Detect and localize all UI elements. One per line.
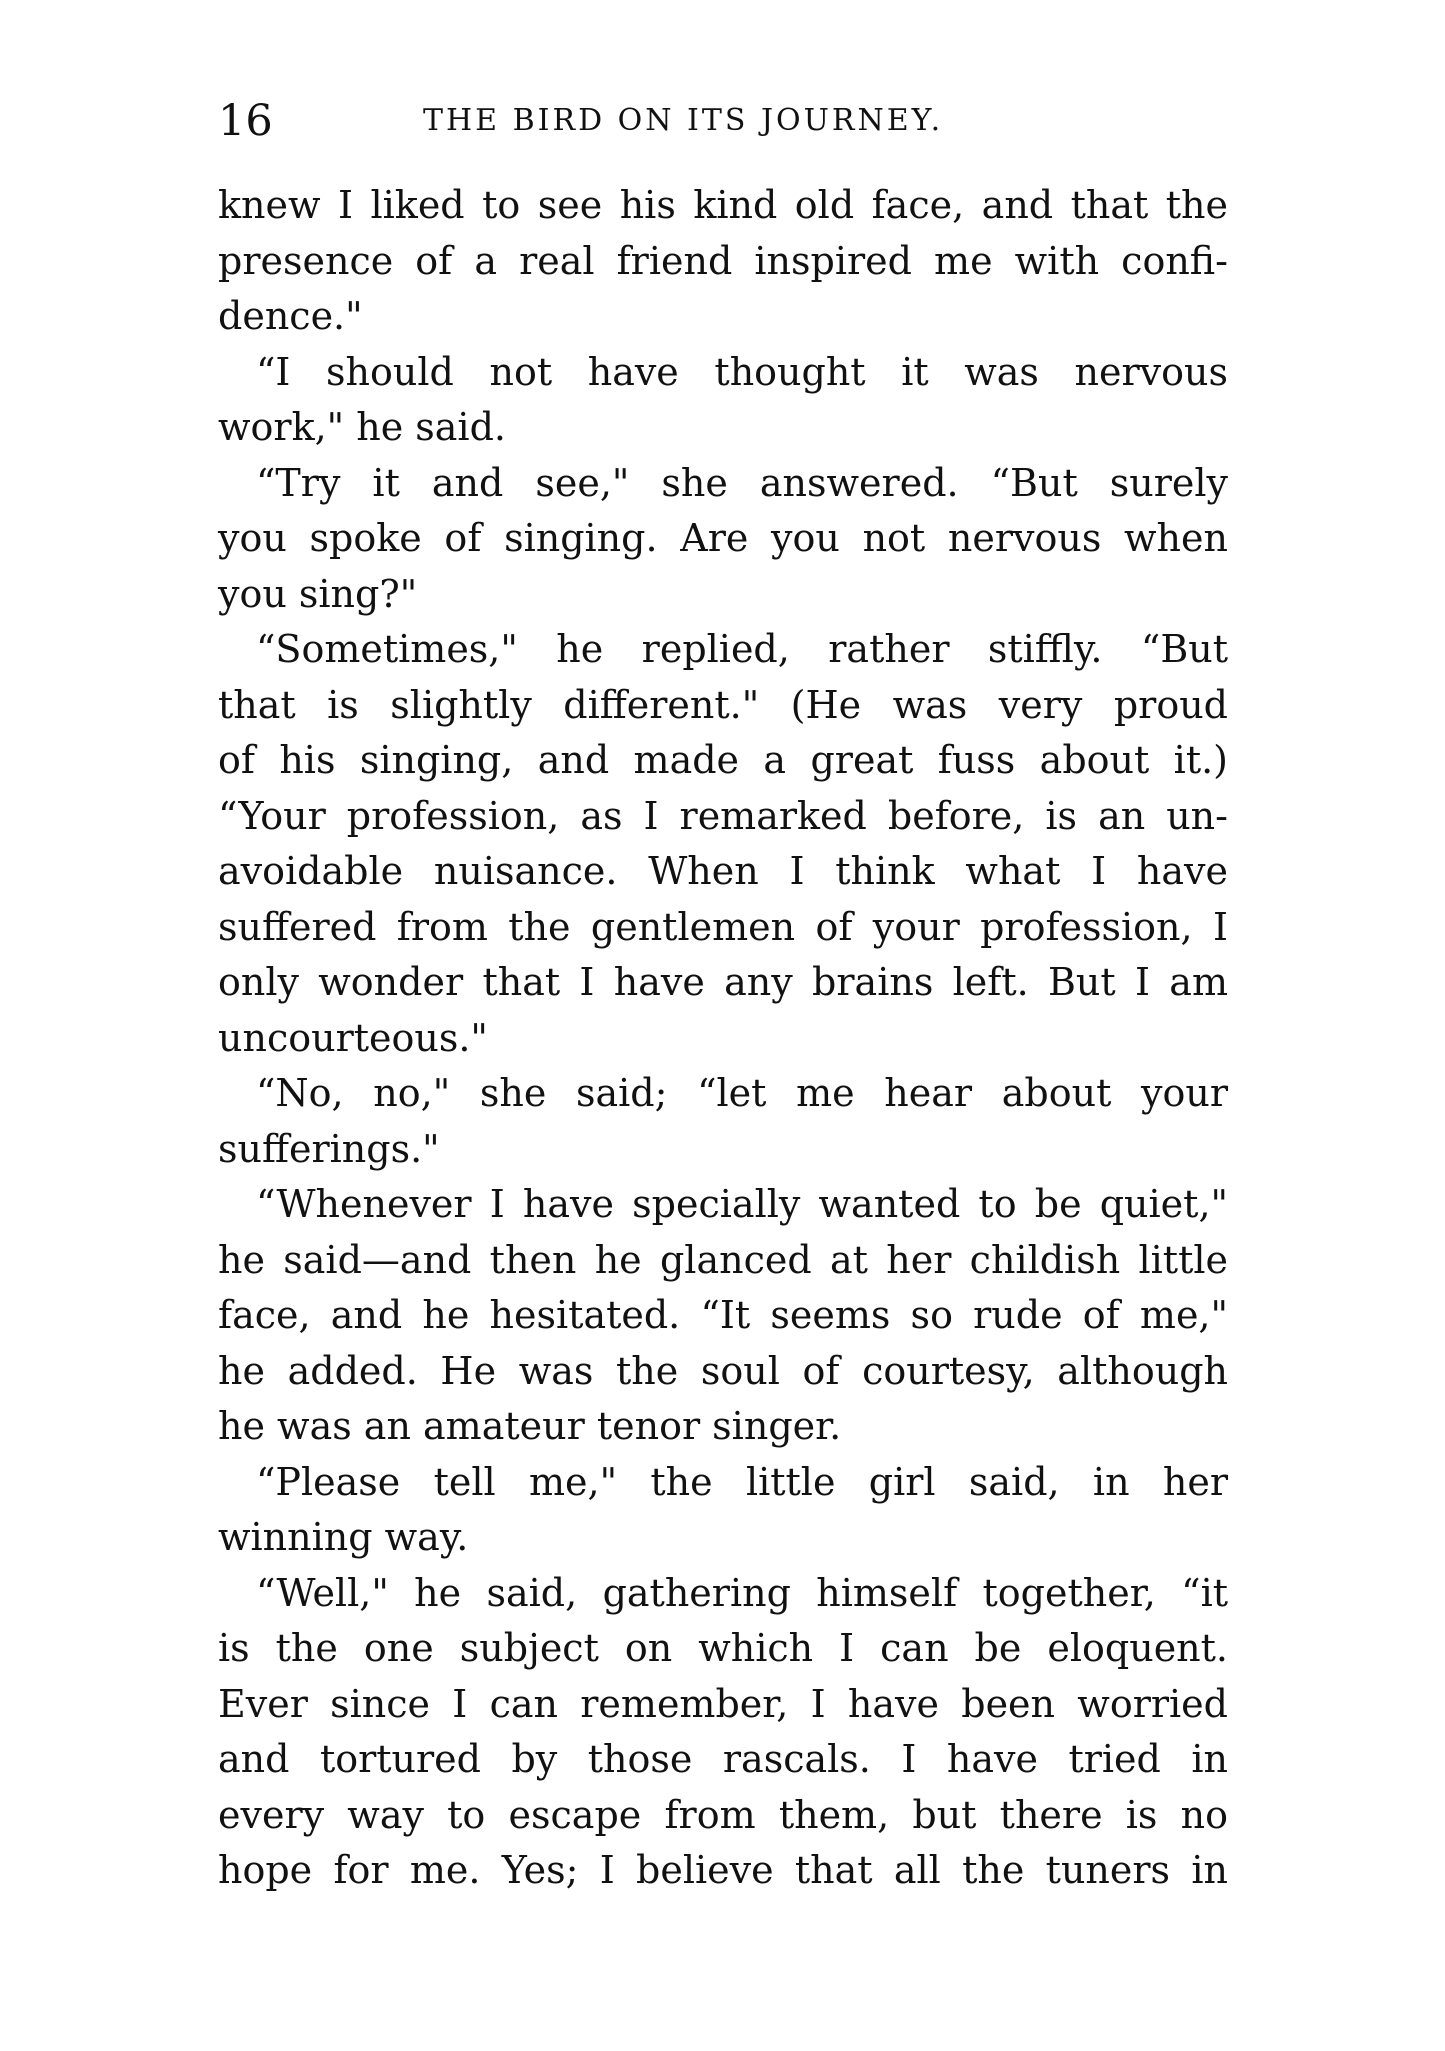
text-line: he added. He was the soul of courtesy, although	[218, 1348, 1228, 1393]
text-line: hope for me. Yes; I believe that all the tuners in	[218, 1848, 1228, 1892]
running-head	[218, 95, 1228, 147]
text-line: “Whenever I have specially wanted to be quiet,"	[256, 1182, 1228, 1226]
text-line: winning way.	[218, 1515, 469, 1559]
body-text	[218, 178, 1228, 1899]
text-line: “Please tell me," the little girl said, in her	[256, 1459, 1228, 1504]
text-line: suffered from the gentlemen of your profession, I	[218, 904, 1228, 949]
text-line: every way to escape from them, but there is no	[218, 1792, 1228, 1837]
text-line: is the one subject on which I can be eloquent.	[218, 1626, 1228, 1670]
text-line: of his singing, and made a great fuss about it.)	[218, 738, 1228, 782]
text-line: “Your profession, as I remarked before, is an un-	[218, 793, 1228, 838]
text-line: Ever since I can remember, I have been worried	[218, 1681, 1228, 1726]
text-line: knew I liked to see his kind old face, and that the	[218, 183, 1228, 227]
page-number: 16	[218, 96, 273, 146]
text-line: work," he said.	[218, 405, 506, 449]
text-line: he was an amateur tenor singer.	[218, 1404, 842, 1448]
text-line: avoidable nuisance. When I think what I have	[218, 849, 1228, 893]
text-line: “Sometimes," he replied, rather stiffly. “But	[256, 627, 1228, 671]
text-line: dence."	[218, 294, 363, 338]
text-line: face, and he hesitated. “It seems so rude of me,"	[218, 1293, 1228, 1337]
text-line: “Well," he said, gathering himself together, “it	[256, 1570, 1228, 1615]
text-line: you spoke of singing. Are you not nervous when	[218, 516, 1228, 560]
text-line: and tortured by those rascals. I have tried in	[218, 1737, 1228, 1781]
text-line: he said—and then he glanced at her childish little	[218, 1237, 1228, 1282]
text-line: you sing?"	[218, 571, 418, 616]
running-title: THE BIRD ON ITS JOURNEY.	[423, 103, 944, 138]
text-line: “Try it and see," she answered. “But surely	[256, 460, 1228, 505]
text-line: that is slightly different." (He was very proud	[218, 682, 1228, 727]
text-line: sufferings."	[218, 1126, 440, 1171]
text-line: only wonder that I have any brains left. But I am	[218, 960, 1228, 1004]
text-line: uncourteous."	[218, 1015, 488, 1060]
text-line: presence of a real friend inspired me with confi-	[218, 238, 1228, 283]
text-line: “No, no," she said; “let me hear about your	[256, 1071, 1228, 1115]
text-line: “I should not have thought it was nervous	[256, 349, 1228, 394]
